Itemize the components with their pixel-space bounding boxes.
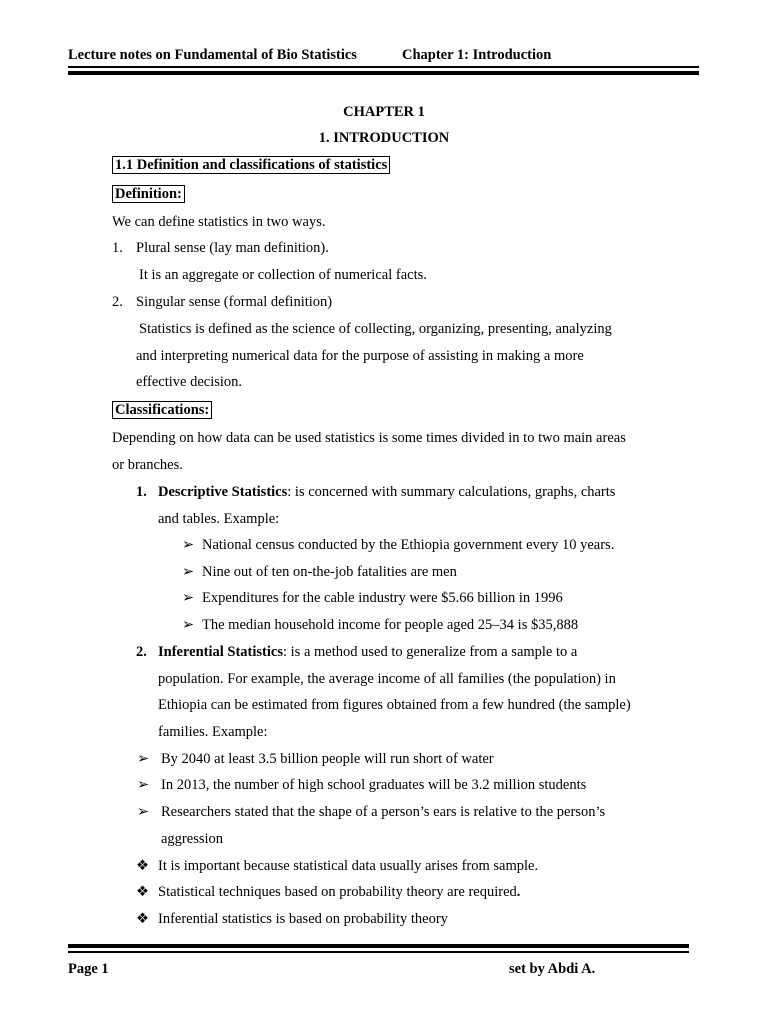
descriptive-text: : is concerned with summary calculations, graphs, charts [287,484,616,500]
diamond-bullet-icon: ❖ [136,911,149,927]
inferential-line-2: population. For example, the average income of all families (the population) in [158,671,616,687]
inferential-line-1 [136,644,577,661]
inferential-line-4: families. Example: [158,724,268,740]
definition-item-1-body: It is an aggregate or collection of numerical facts. [139,267,427,283]
header-left: Lecture notes on Fundamental of Bio Statistics [68,47,357,63]
arrow-bullet-icon: ➢ [182,537,195,553]
header-rule-thin [68,66,699,68]
header-right: Chapter 1: Introduction [402,47,552,63]
definition-item-2-body-3: effective decision. [136,374,243,390]
note-item: ❖ Inferential statistics is based on probability theory [136,911,448,927]
definition-heading-wrap [112,186,185,203]
definition-intro: We can define statistics in two ways. [112,214,326,230]
inferential-text: : is a method used to generalize from a sample to a [283,644,578,660]
diamond-bullet-icon: ❖ [136,884,149,900]
descriptive-line-1 [136,484,615,501]
item-number: 2. [112,294,123,310]
list-item: ➢ By 2040 at least 3.5 billion people will run short of water [137,751,494,767]
arrow-bullet-icon: ➢ [137,777,150,793]
descriptive-line-2: and tables. Example: [158,511,280,527]
definition-item-2 [112,294,332,311]
note-item: ❖ It is important because statistical data usually arises from sample. [136,858,539,874]
list-item: ➢ National census conducted by the Ethiopia government every 10 years. [182,537,615,553]
note-item: ❖ Statistical techniques based on probability theory are required. [136,884,521,900]
item-number: 1. [112,240,123,256]
inferential-term: Inferential Statistics [158,644,283,660]
header-rule-thick [68,71,699,75]
arrow-bullet-icon: ➢ [182,617,195,633]
list-item: ➢ The median household income for people aged 25–34 is $35,888 [182,617,579,633]
list-item: ➢ In 2013, the number of high school graduates will be 3.2 million students [137,777,587,793]
arrow-bullet-icon: ➢ [182,564,195,580]
definition-item-2-body-1: Statistics is defined as the science of collecting, organizing, presenting, analyzing [139,321,612,337]
section-heading-wrap [112,157,390,174]
footer-rule-thin [68,951,689,953]
arrow-bullet-icon: ➢ [182,590,195,606]
footer-author: set by Abdi A. [509,961,596,977]
list-item: ➢ Nine out of ten on-the-job fatalities are men [182,564,457,580]
chapter-title: 1. INTRODUCTION [318,130,450,146]
arrow-bullet-icon: ➢ [137,804,150,820]
classifications-intro-1: Depending on how data can be used statistics is some times divided in to two main areas [112,430,626,446]
arrow-bullet-icon: ➢ [137,751,150,767]
item-number: 2. [136,644,147,660]
chapter-label: CHAPTER 1 [343,104,425,120]
item-number: 1. [136,484,147,500]
inferential-line-3: Ethiopia can be estimated from figures obtained from a few hundred (the sample) [158,697,631,713]
classifications-heading: Classifications: [112,401,212,419]
item-title: Plural sense (lay man definition). [136,240,329,256]
definition-heading: Definition: [112,185,185,203]
definition-item-2-body-2: and interpreting numerical data for the purpose of assisting in making a more [136,348,584,364]
section-heading: 1.1 Definition and classifications of statistics [112,156,390,174]
list-item: ➢ Expenditures for the cable industry were $5.66 billion in 1996 [182,590,563,606]
definition-item-1 [112,240,329,257]
list-item: ➢ Researchers stated that the shape of a person’s ears is relative to the person’s [137,804,606,820]
classifications-heading-wrap [112,402,212,419]
item-title: Singular sense (formal definition) [136,294,333,310]
classifications-intro-2: or branches. [112,457,183,473]
diamond-bullet-icon: ❖ [136,858,149,874]
footer-rule-thick [68,944,689,948]
descriptive-term: Descriptive Statistics [158,484,288,500]
list-item-continuation: aggression [161,831,224,847]
footer-page-number: Page 1 [68,961,109,977]
